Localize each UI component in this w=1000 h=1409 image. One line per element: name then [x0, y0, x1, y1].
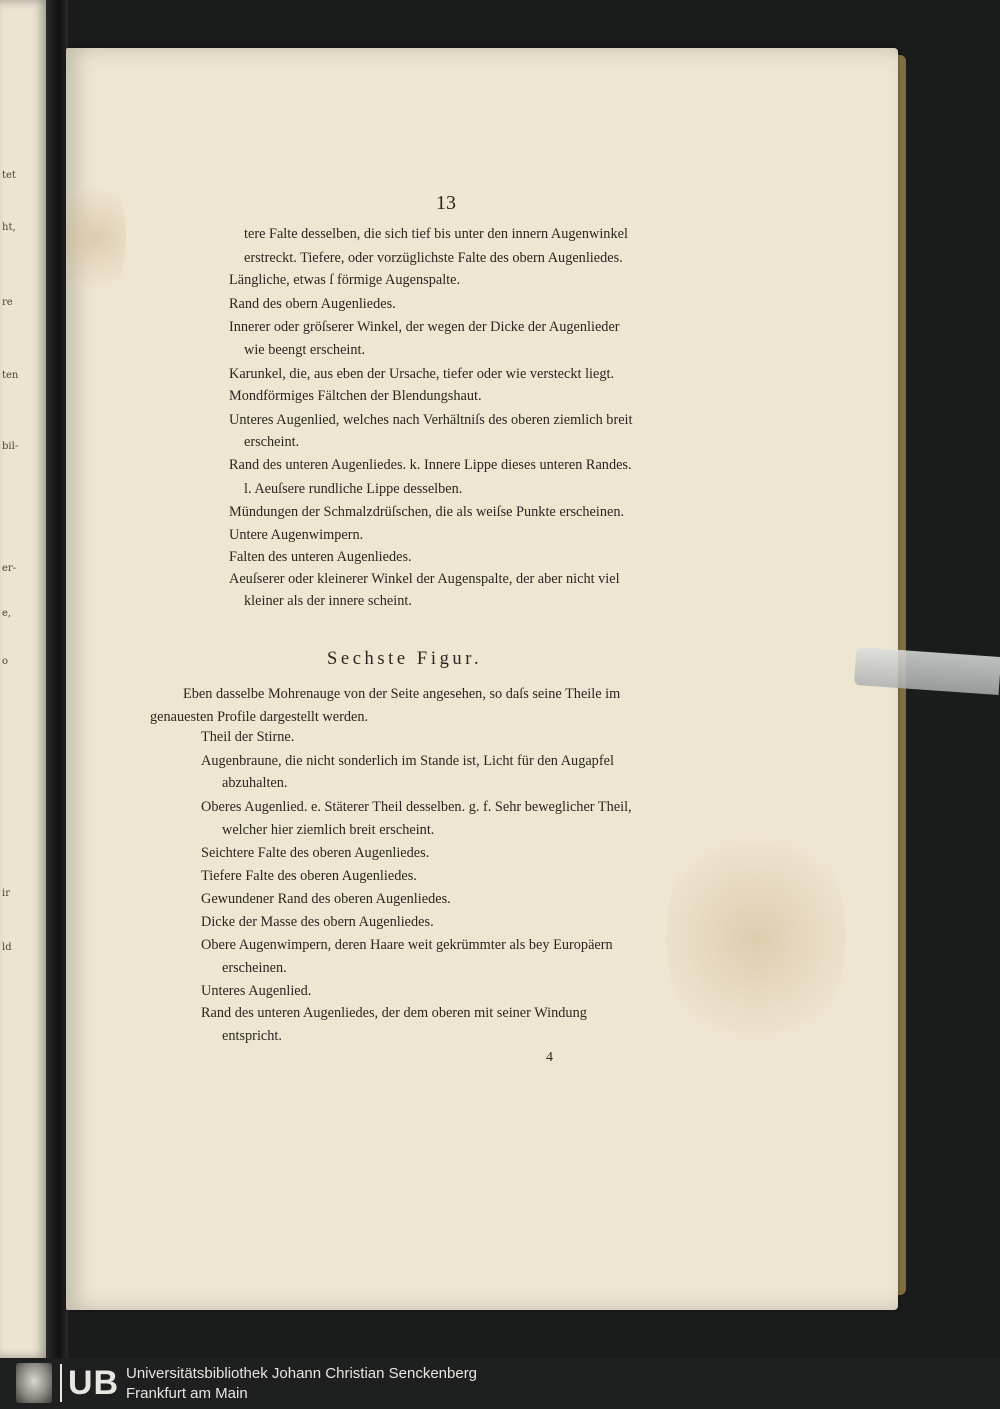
page-number: 13 — [436, 192, 456, 214]
entry-text: Augenbraune, die nicht sonderlich im Stande ist, Licht für den Augapfel — [201, 753, 614, 769]
entry-text: erscheint. — [244, 434, 300, 450]
entry-text: erstreckt. Tiefere, oder vorzüglichste Falte des obern Augenliedes. — [244, 250, 623, 266]
entry-text: Tiefere Falte des oberen Augenliedes. — [201, 868, 417, 884]
entry-text: Innerer oder gröſserer Winkel, der wegen der Dicke der Augenlieder — [229, 319, 620, 335]
entry-text: Unteres Augenlied. — [201, 983, 312, 999]
entry-text: Mündungen der Schmalzdrüſschen, die als weiſse Punkte erscheinen. — [229, 504, 625, 520]
entry-text: Obere Augenwimpern, deren Haare weit gekrümmter als bey Europäern — [201, 937, 613, 953]
prev-page-text: er- — [2, 563, 17, 574]
prev-page-text: o — [2, 656, 9, 667]
entry-text: Untere Augenwimpern. — [229, 527, 364, 543]
entry-text: Unteres Augenlied, welches nach Verhältniſs des oberen ziemlich breit — [229, 412, 633, 428]
entry-text: Längliche, etwas ſ förmige Augenspalte. — [229, 272, 461, 288]
section-heading: Sechste Figur. — [327, 649, 483, 669]
entry-text: abzuhalten. — [222, 775, 288, 791]
entry-text: Dicke der Masse des obern Augenliedes. — [201, 914, 434, 930]
senckenberg-portrait-icon — [16, 1363, 52, 1403]
intro-line: Eben dasselbe Mohrenauge von der Seite angesehen, so daſs seine Theile im — [183, 686, 621, 702]
entry-text: wie beengt erscheint. — [244, 342, 366, 358]
library-name: Universitätsbibliothek Johann Christian Senckenberg — [126, 1365, 478, 1382]
signature-mark: 4 — [546, 1050, 553, 1065]
entry-text: Rand des unteren Augenliedes. k. Innere Lippe dieses unteren Randes. — [229, 457, 632, 473]
foxing-stain — [66, 168, 126, 308]
entry-text: Aeuſserer oder kleinerer Winkel der Augenspalte, der aber nicht viel — [229, 571, 620, 587]
prev-page-text: ten — [2, 370, 19, 381]
entry-text: erscheinen. — [222, 960, 287, 976]
prev-page-text: re — [2, 297, 13, 308]
prev-page-text: ht, — [2, 222, 16, 233]
entry-text: Rand des unteren Augenliedes, der dem oberen mit seiner Windung — [201, 1005, 587, 1021]
entry-text: Mondförmiges Fältchen der Blendungshaut. — [229, 388, 482, 404]
entry-text: Rand des obern Augenliedes. — [229, 296, 396, 312]
entry-text: Gewundener Rand des oberen Augenliedes. — [201, 891, 451, 907]
entry-text: entspricht. — [222, 1028, 282, 1044]
prev-page-text: ld — [2, 942, 12, 953]
footer-bar — [0, 1358, 1000, 1409]
previous-page-fragment — [0, 0, 48, 1358]
entry-text: welcher hier ziemlich breit erscheint. — [222, 822, 435, 838]
book-spine — [46, 0, 68, 1358]
entry-text: Theil der Stirne. — [201, 729, 295, 745]
ub-logo[interactable] — [16, 1363, 119, 1403]
ub-logo-text: UB — [68, 1363, 120, 1402]
entry-text: l. Aeuſsere rundliche Lippe desselben. — [244, 481, 463, 497]
prev-page-text: ir — [2, 888, 10, 899]
entry-text: kleiner als der innere scheint. — [244, 593, 412, 609]
library-city: Frankfurt am Main — [126, 1385, 248, 1402]
entry-text: tere Falte desselben, die sich tief bis unter den innern Augenwinkel — [244, 226, 628, 242]
entry-text: Seichtere Falte des oberen Augenliedes. — [201, 845, 430, 861]
entry-text: Oberes Augenlied. e. Stäterer Theil desselben. g. f. Sehr beweglicher Theil, — [201, 799, 632, 815]
entry-text: Falten des unteren Augenliedes. — [229, 549, 412, 565]
prev-page-text: bil- — [2, 441, 19, 452]
intro-line: genauesten Profile dargestellt werden. — [150, 709, 369, 725]
prev-page-text: tet — [2, 170, 16, 181]
logo-divider — [60, 1364, 62, 1402]
entry-text: Karunkel, die, aus eben der Ursache, tiefer oder wie versteckt liegt. — [229, 366, 615, 382]
prev-page-text: e, — [2, 608, 12, 619]
foxing-stain — [666, 808, 846, 1068]
